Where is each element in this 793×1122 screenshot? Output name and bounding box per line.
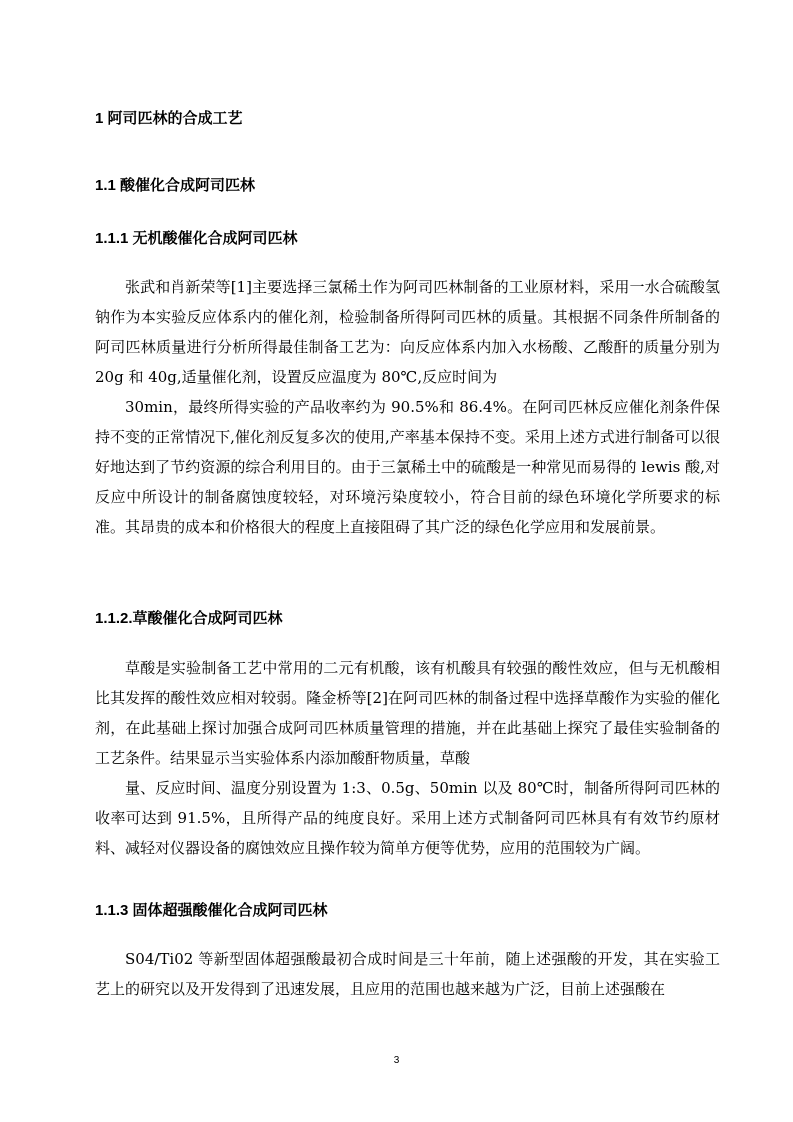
page-number: 3 xyxy=(393,1055,400,1066)
section-heading: 1 阿司匹林的合成工艺 xyxy=(95,110,243,127)
paragraph-text: 量、反应时间、温度分别设置为 1:3、0.5g、50min 以及 80℃时，制备所得阿司匹林的收率可达到 91.5%，且所得产品的纯度良好。采用上述方式制备阿司匹林具有有效节约原材料、减轻对仪器设备的腐蚀效应且操作较为简单方便等优势，应用的范围较为广阔。 xyxy=(95,779,720,857)
heading-section-1-1-3 xyxy=(95,901,720,921)
heading-section-1-1-2 xyxy=(95,609,720,629)
paragraph-1 xyxy=(95,272,720,542)
paragraph-2 xyxy=(95,653,720,863)
heading-section-1-1-1 xyxy=(95,229,720,249)
paragraph-text: 30min，最终所得实验的产品收率约为 90.5%和 86.4%。在阿司匹林反应催化剂条件保持不变的正常情况下,催化剂反复多次的使用,产率基本保持不变。采用上述方式进行制备可以很好地达到了节约资源的综合利用目的。由于三氯稀土中的硫酸是一种常见而易得的 lewis 酸,对反应中所设计的制备腐蚀度较轻，对环境污染度较小，符合目前的绿色环境化学所要求的标准。其昂贵的成本和价格很大的程度上直接阻碍了其广泛的绿色化学应用和发展前景。 xyxy=(95,398,720,536)
subsubsection-heading: 1.1.1 无机酸催化合成阿司匹林 xyxy=(95,230,298,247)
subsection-heading: 1.1 酸催化合成阿司匹林 xyxy=(95,177,256,194)
paragraph-text: S04/Ti02 等新型固体超强酸最初合成时间是三十年前，随上述强酸的开发，其在实验工艺上的研究以及开发得到了迅速发展，且应用的范围也越来越为广泛，目前上述强酸在 xyxy=(95,950,720,998)
heading-section-1-1 xyxy=(95,176,720,196)
subsubsection-heading: 1.1.3 固体超强酸催化合成阿司匹林 xyxy=(95,902,328,919)
paragraph-3 xyxy=(95,944,720,1004)
subsubsection-heading: 1.1.2.草酸催化合成阿司匹林 xyxy=(95,610,283,627)
paragraph-text: 张武和肖新荣等[1]主要选择三氯稀土作为阿司匹林制备的工业原材料，采用一水合硫酸氢钠作为本实验反应体系内的催化剂，检验制备所得阿司匹林的质量。其根据不同条件所制备的阿司匹林质量进行分析所得最佳制备工艺为：向反应体系内加入水杨酸、乙酸酐的质量分别为 20g 和 40g,适量催化剂，设置反应温度为 80℃,反应时间为 xyxy=(95,278,720,386)
paragraph-text: 草酸是实验制备工艺中常用的二元有机酸，该有机酸具有较强的酸性效应，但与无机酸相比其发挥的酸性效应相对较弱。隆金桥等[2]在阿司匹林的制备过程中选择草酸作为实验的催化剂，在此基础上探讨加强合成阿司匹林质量管理的措施，并在此基础上探究了最佳实验制备的工艺条件。结果显示当实验体系内添加酸酐物质量，草酸 xyxy=(95,659,720,767)
heading-section-1 xyxy=(95,109,720,129)
